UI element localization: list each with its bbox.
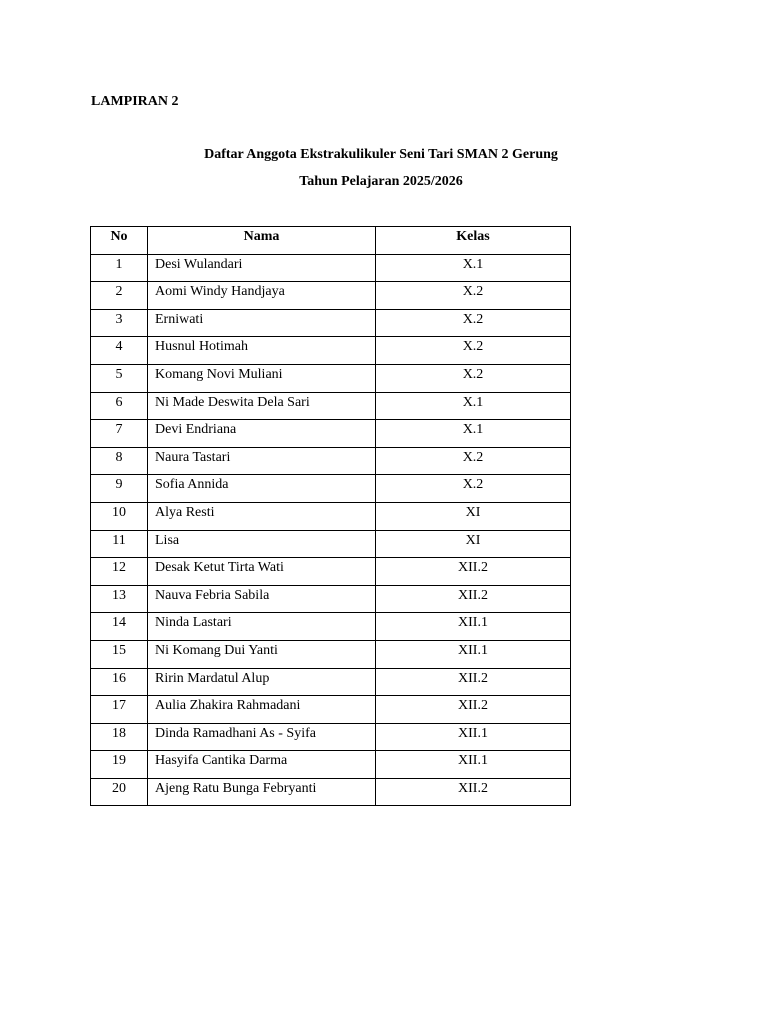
table-row bbox=[91, 502, 571, 530]
appendix-label: LAMPIRAN 2 bbox=[91, 94, 179, 109]
table-row bbox=[91, 254, 571, 282]
cell-nama: Desi Wulandari bbox=[148, 254, 376, 282]
header-no: No bbox=[91, 227, 148, 255]
cell-kelas: XII.1 bbox=[376, 723, 571, 751]
cell-nama: Ni Komang Dui Yanti bbox=[148, 640, 376, 668]
table-row bbox=[91, 696, 571, 724]
cell-kelas: XII.2 bbox=[376, 558, 571, 586]
cell-kelas: XI bbox=[376, 530, 571, 558]
cell-nama: Alya Resti bbox=[148, 502, 376, 530]
table-row bbox=[91, 778, 571, 806]
cell-kelas: XII.2 bbox=[376, 696, 571, 724]
cell-nama: Ririn Mardatul Alup bbox=[148, 668, 376, 696]
table-row bbox=[91, 392, 571, 420]
document-title: Daftar Anggota Ekstrakulikuler Seni Tari SMAN 2 Gerung bbox=[204, 147, 558, 162]
cell-kelas: X.1 bbox=[376, 254, 571, 282]
cell-no: 15 bbox=[91, 640, 148, 668]
table-row bbox=[91, 420, 571, 448]
cell-no: 9 bbox=[91, 475, 148, 503]
members-table-body bbox=[91, 254, 571, 806]
cell-kelas: XI bbox=[376, 502, 571, 530]
cell-no: 17 bbox=[91, 696, 148, 724]
cell-no: 7 bbox=[91, 420, 148, 448]
cell-nama: Komang Novi Muliani bbox=[148, 364, 376, 392]
cell-kelas: XII.2 bbox=[376, 668, 571, 696]
table-row bbox=[91, 668, 571, 696]
cell-no: 11 bbox=[91, 530, 148, 558]
cell-no: 1 bbox=[91, 254, 148, 282]
cell-kelas: X.1 bbox=[376, 392, 571, 420]
document-subtitle: Tahun Pelajaran 2025/2026 bbox=[299, 174, 463, 189]
cell-kelas: X.2 bbox=[376, 309, 571, 337]
cell-nama: Erniwati bbox=[148, 309, 376, 337]
table-row bbox=[91, 585, 571, 613]
cell-nama: Nauva Febria Sabila bbox=[148, 585, 376, 613]
table-row bbox=[91, 530, 571, 558]
table-row bbox=[91, 309, 571, 337]
cell-no: 18 bbox=[91, 723, 148, 751]
table-row bbox=[91, 723, 571, 751]
cell-nama: Lisa bbox=[148, 530, 376, 558]
header-nama: Nama bbox=[148, 227, 376, 255]
cell-no: 13 bbox=[91, 585, 148, 613]
cell-no: 19 bbox=[91, 751, 148, 779]
table-row bbox=[91, 613, 571, 641]
header-kelas: Kelas bbox=[376, 227, 571, 255]
cell-kelas: XII.2 bbox=[376, 778, 571, 806]
cell-no: 16 bbox=[91, 668, 148, 696]
cell-kelas: X.2 bbox=[376, 475, 571, 503]
cell-no: 8 bbox=[91, 447, 148, 475]
cell-no: 10 bbox=[91, 502, 148, 530]
cell-kelas: X.2 bbox=[376, 337, 571, 365]
members-table bbox=[90, 226, 571, 806]
cell-nama: Ni Made Deswita Dela Sari bbox=[148, 392, 376, 420]
cell-nama: Dinda Ramadhani As - Syifa bbox=[148, 723, 376, 751]
cell-kelas: XII.1 bbox=[376, 613, 571, 641]
cell-nama: Husnul Hotimah bbox=[148, 337, 376, 365]
cell-kelas: XII.1 bbox=[376, 640, 571, 668]
cell-no: 6 bbox=[91, 392, 148, 420]
cell-nama: Sofia Annida bbox=[148, 475, 376, 503]
table-row bbox=[91, 364, 571, 392]
cell-kelas: XII.1 bbox=[376, 751, 571, 779]
cell-nama: Desak Ketut Tirta Wati bbox=[148, 558, 376, 586]
cell-no: 12 bbox=[91, 558, 148, 586]
cell-nama: Devi Endriana bbox=[148, 420, 376, 448]
cell-no: 20 bbox=[91, 778, 148, 806]
cell-nama: Ninda Lastari bbox=[148, 613, 376, 641]
cell-nama: Hasyifa Cantika Darma bbox=[148, 751, 376, 779]
cell-nama: Ajeng Ratu Bunga Febryanti bbox=[148, 778, 376, 806]
cell-no: 3 bbox=[91, 309, 148, 337]
cell-nama: Aulia Zhakira Rahmadani bbox=[148, 696, 376, 724]
table-row bbox=[91, 282, 571, 310]
cell-kelas: XII.2 bbox=[376, 585, 571, 613]
cell-kelas: X.1 bbox=[376, 420, 571, 448]
cell-kelas: X.2 bbox=[376, 282, 571, 310]
cell-no: 4 bbox=[91, 337, 148, 365]
cell-nama: Naura Tastari bbox=[148, 447, 376, 475]
cell-kelas: X.2 bbox=[376, 447, 571, 475]
table-row bbox=[91, 558, 571, 586]
table-row bbox=[91, 640, 571, 668]
table-row bbox=[91, 337, 571, 365]
cell-no: 14 bbox=[91, 613, 148, 641]
table-row bbox=[91, 475, 571, 503]
cell-nama: Aomi Windy Handjaya bbox=[148, 282, 376, 310]
cell-no: 2 bbox=[91, 282, 148, 310]
table-row bbox=[91, 447, 571, 475]
table-row bbox=[91, 751, 571, 779]
cell-no: 5 bbox=[91, 364, 148, 392]
table-header-row bbox=[91, 227, 571, 255]
cell-kelas: X.2 bbox=[376, 364, 571, 392]
